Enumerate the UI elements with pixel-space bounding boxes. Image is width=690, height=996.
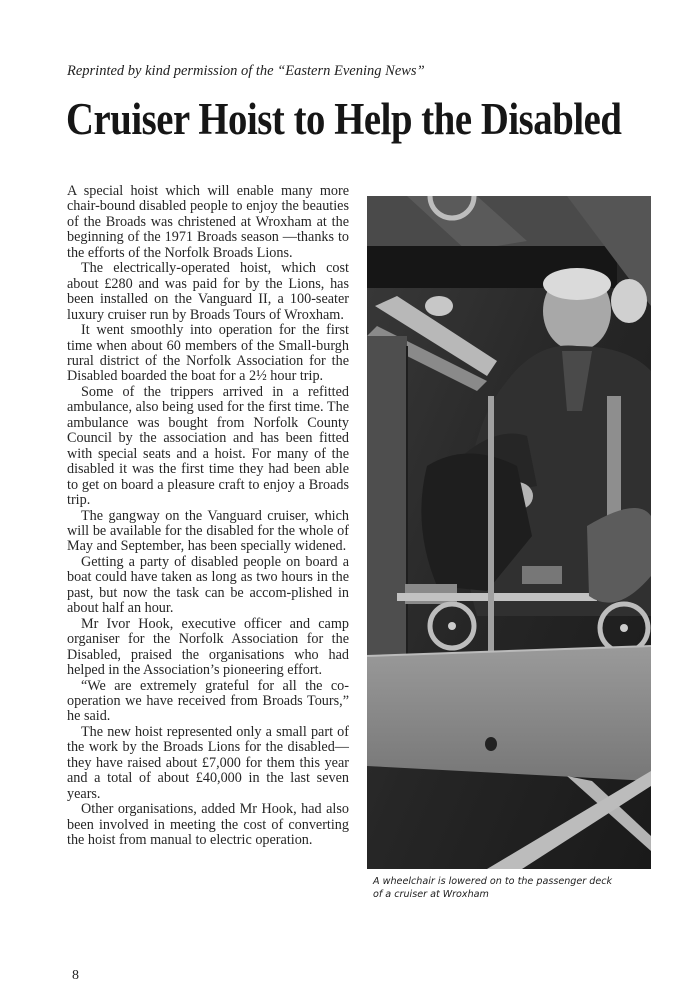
paragraph-4: Some of the trippers arrived in a refitted ambulance, also being used for the first time. The ambulance was bought from Norfolk County Council by the association and has been fitted with special seats and a hoist. For many of the disabled it was the first time they had been able to get on board a pleasure craft to enjoy a Broads trip. <box>67 383 349 509</box>
article-title: Cruiser Hoist to Help the Disabled <box>66 94 622 144</box>
paragraph-9: The new hoist represented only a small part of the work by the Broads Lions for the disabled—they have raised about £7,000 for them this year and a total of about £40,000 in the last seven years. <box>67 723 349 802</box>
page-number: 8 <box>72 968 79 983</box>
photo-illustration <box>367 196 651 869</box>
paragraph-5: The gangway on the Vanguard cruiser, which will be available for the disabled for the whole of May and September, has been specially widened. <box>67 507 349 555</box>
reprint-credit: Reprinted by kind permission of the “Eastern Evening News” <box>67 63 425 79</box>
paragraph-7: Mr Ivor Hook, executive officer and camp organiser for the Norfolk Association for the Disabled, praised the organisations who had helped in the Association’s pioneering effort. <box>67 615 349 679</box>
photo-caption: A wheelchair is lowered on to the passenger deck of a cruiser at Wroxham <box>373 876 613 900</box>
paragraph-1: A special hoist which will enable many more chair-bound disabled people to enjoy the beauties of the Broads was christened at Wroxham at the beginning of the 1971 Broads season —thanks to the efforts of the Norfolk Broads Lions. <box>67 183 349 261</box>
article-body <box>67 184 349 848</box>
paragraph-10: Other organisations, added Mr Hook, had also been involved in meeting the cost of converting the hoist from manual to electric operation. <box>67 801 349 849</box>
paragraph-3: It went smoothly into operation for the first time when about 60 members of the Small-burgh rural district of the Norfolk Association for the Disabled boarded the boat for a 2½ hour trip. <box>67 322 349 385</box>
wheelchair-hoist-photo <box>367 196 651 869</box>
paragraph-6: Getting a party of disabled people on board a boat could have taken as long as two hours in the past, but now the task can be accom-plished in about half an hour. <box>67 553 349 617</box>
paragraph-8: “We are extremely grateful for all the co-operation we have received from Broads Tours,” he said. <box>67 677 349 725</box>
paragraph-2: The electrically-operated hoist, which cost about £280 and was paid for by the Lions, has been installed on the Vanguard II, a 100-seater luxury cruiser run by Broads Tours of Wroxham. <box>67 260 349 323</box>
